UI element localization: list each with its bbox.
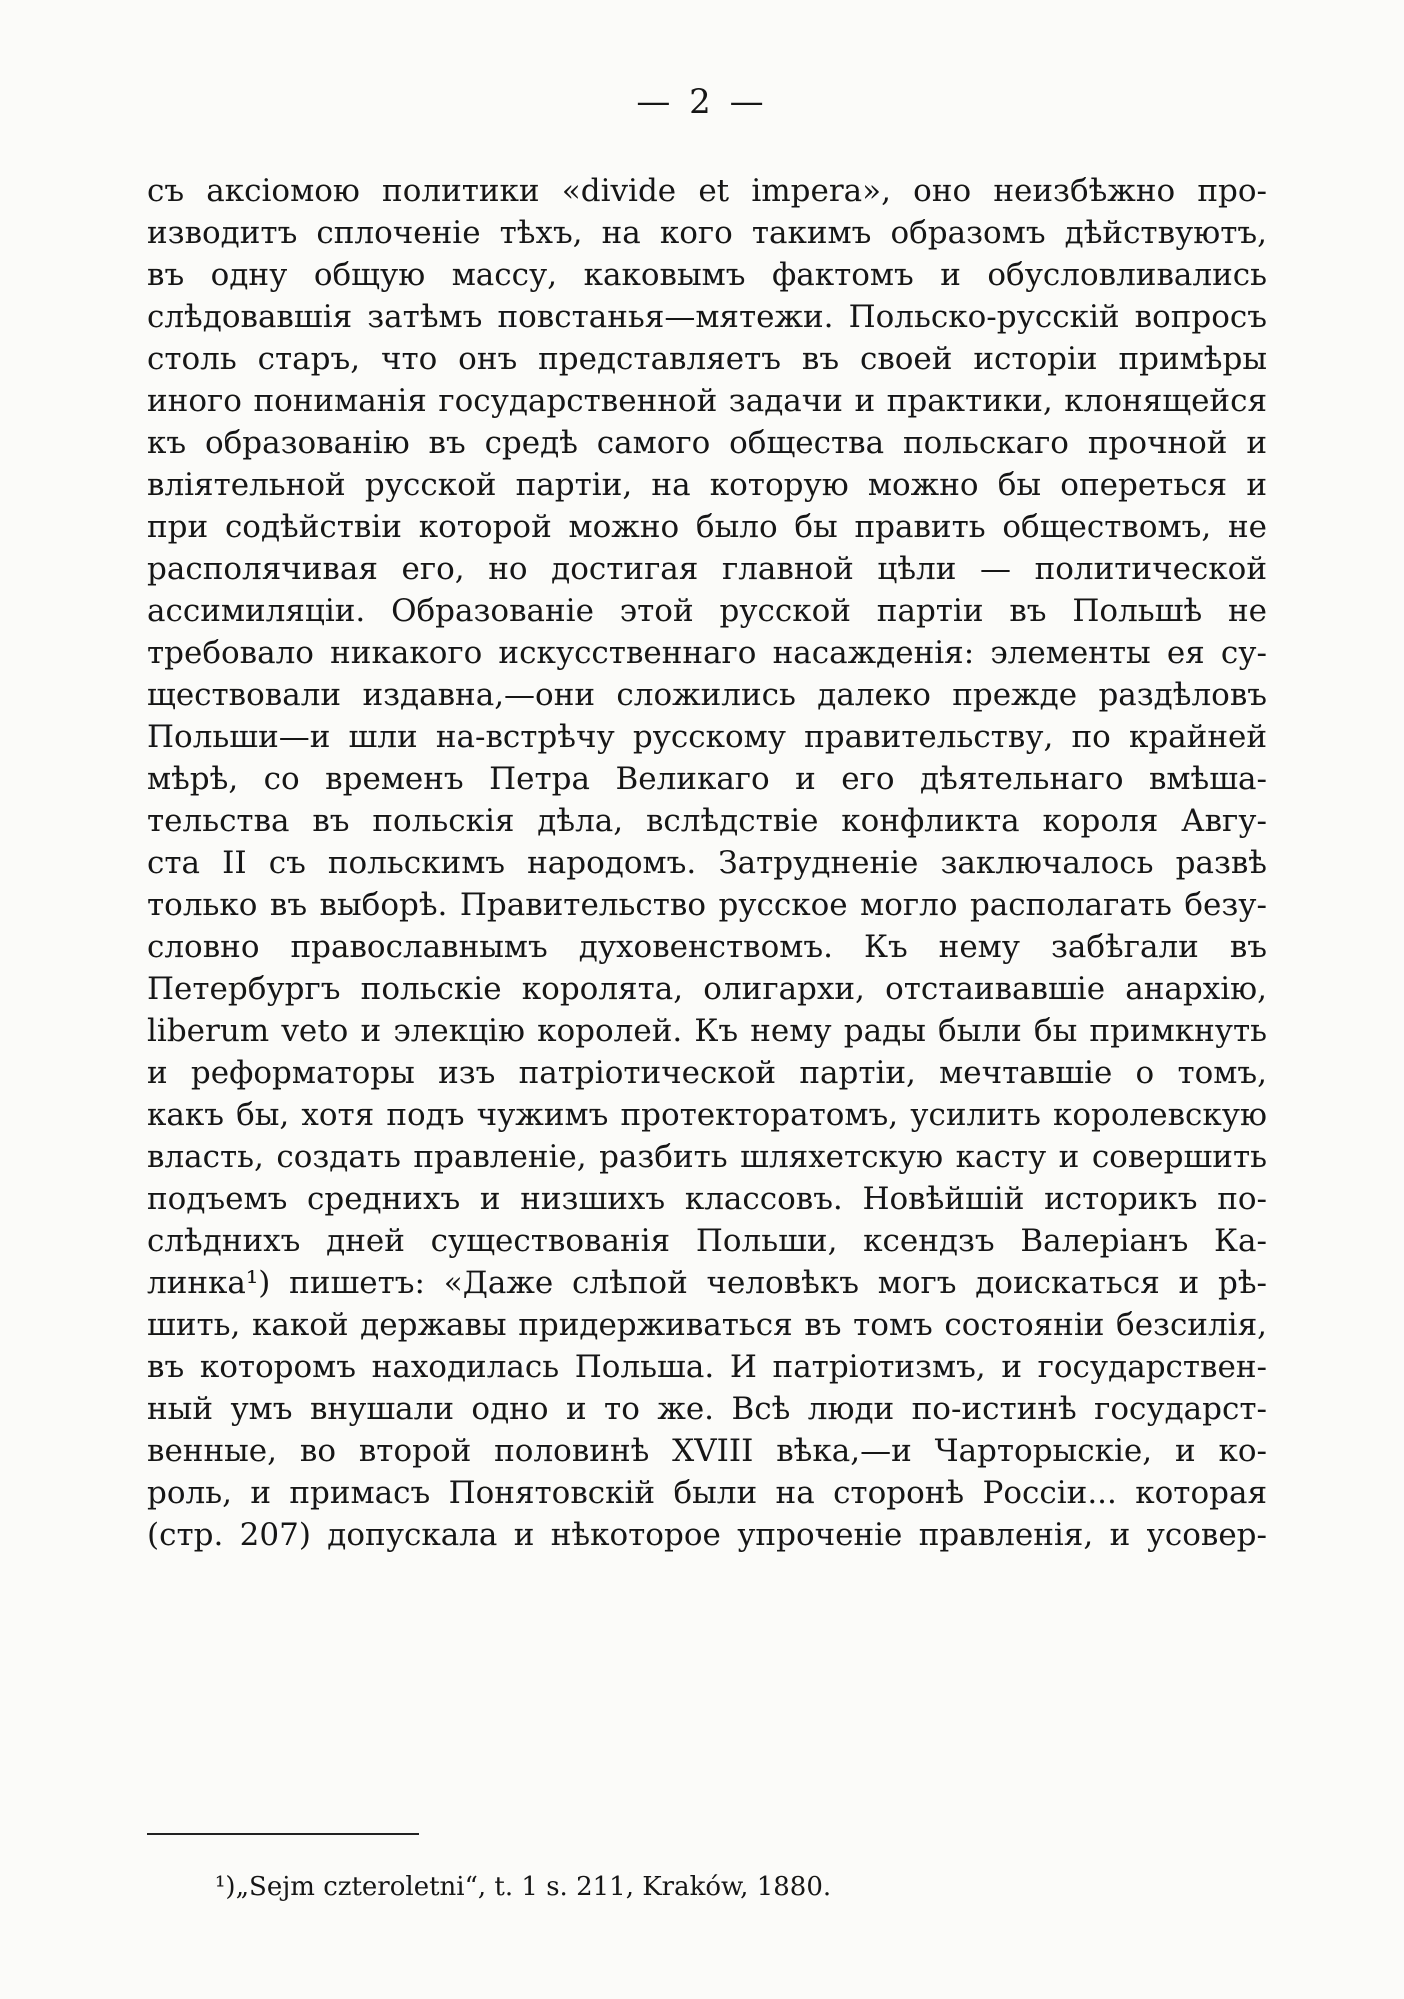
text-line: и реформаторы изъ патріотической партіи, мечтавшіе о томъ, — [147, 1055, 1267, 1091]
text-line: тельства въ польскія дѣла, вслѣдствіе конфликта короля Авгу- — [147, 803, 1267, 839]
text-line: роль, и примасъ Понятовскій были на сторонѣ Россіи... которая — [147, 1475, 1267, 1511]
footnote: ¹)„Sejm czteroletni“, t. 1 s. 211, Kraków, 1880. — [215, 1872, 832, 1902]
text-line: ассимиляціи. Образованіе этой русской партіи въ Польшѣ не — [147, 593, 1267, 629]
text-line: изводитъ сплоченіе тѣхъ, на кого такимъ образомъ дѣйствуютъ, — [147, 215, 1267, 251]
text-line: столь старъ, что онъ представляетъ въ своей исторіи примѣры — [147, 341, 1267, 377]
text-line: въ одну общую массу, каковымъ фактомъ и обусловливались — [147, 257, 1267, 293]
text-line: требовало никакого искусственнаго насажденія: элементы ея су- — [147, 635, 1267, 671]
text-line: иного пониманія государственной задачи и практики, клонящейся — [147, 383, 1267, 419]
text-line: liberum veto и элекцію королей. Къ нему рады были бы примкнуть — [147, 1013, 1267, 1049]
text-line: располячивая его, но достигая главной цѣли — политической — [147, 551, 1267, 587]
text-line: ный умъ внушали одно и то же. Всѣ люди по-истинѣ государст- — [147, 1391, 1267, 1427]
text-line: шить, какой державы придерживаться въ томъ состояніи безсилія, — [147, 1307, 1267, 1343]
text-line: вліятельной русской партіи, на которую можно бы опереться и — [147, 467, 1267, 503]
text-line: власть, создать правленіе, разбить шляхетскую касту и совершить — [147, 1139, 1267, 1175]
text-line: какъ бы, хотя подъ чужимъ протекторатомъ, усилить королевскую — [147, 1097, 1267, 1133]
text-line: въ которомъ находилась Польша. И патріотизмъ, и государствен- — [147, 1349, 1267, 1385]
body-text — [147, 170, 1267, 1556]
text-line: при содѣйствіи которой можно было бы править обществомъ, не — [147, 509, 1267, 545]
text-line: къ образованію въ средѣ самого общества польскаго прочной и — [147, 425, 1267, 461]
text-line: венные, во второй половинѣ XVIII вѣка,—и Чарторыскіе, и ко- — [147, 1433, 1267, 1469]
text-line: только въ выборѣ. Правительство русское могло располагать безу- — [147, 887, 1267, 923]
text-line: линка¹) пишетъ: «Даже слѣпой человѣкъ могъ доискаться и рѣ- — [147, 1265, 1267, 1301]
text-line: слѣдовавшія затѣмъ повстанья—мятежи. Польско-русскій вопросъ — [147, 299, 1267, 335]
text-line: словно православнымъ духовенствомъ. Къ нему забѣгали въ — [147, 929, 1267, 965]
page-number: — 2 — — [636, 82, 768, 122]
footnote-divider — [147, 1833, 419, 1835]
text-line: ществовали издавна,—они сложились далеко прежде раздѣловъ — [147, 677, 1267, 713]
text-line: съ аксіомою политики «divide et impera», оно неизбѣжно про- — [147, 173, 1267, 209]
text-line: (стр. 207) допускала и нѣкоторое упроченіе правленія, и усовер- — [147, 1517, 1267, 1553]
text-line: Петербургъ польскіе королята, олигархи, отстаивавшіе анархію, — [147, 971, 1267, 1007]
text-line: мѣрѣ, со временъ Петра Великаго и его дѣятельнаго вмѣша- — [147, 761, 1267, 797]
text-line: подъемъ среднихъ и низшихъ классовъ. Новѣйшій историкъ по- — [147, 1181, 1267, 1217]
text-line: Польши—и шли на-встрѣчу русскому правительству, по крайней — [147, 719, 1267, 755]
text-line: ста II съ польскимъ народомъ. Затрудненіе заключалось развѣ — [147, 845, 1267, 881]
text-line: слѣднихъ дней существованія Польши, ксендзъ Валеріанъ Ка- — [147, 1223, 1267, 1259]
